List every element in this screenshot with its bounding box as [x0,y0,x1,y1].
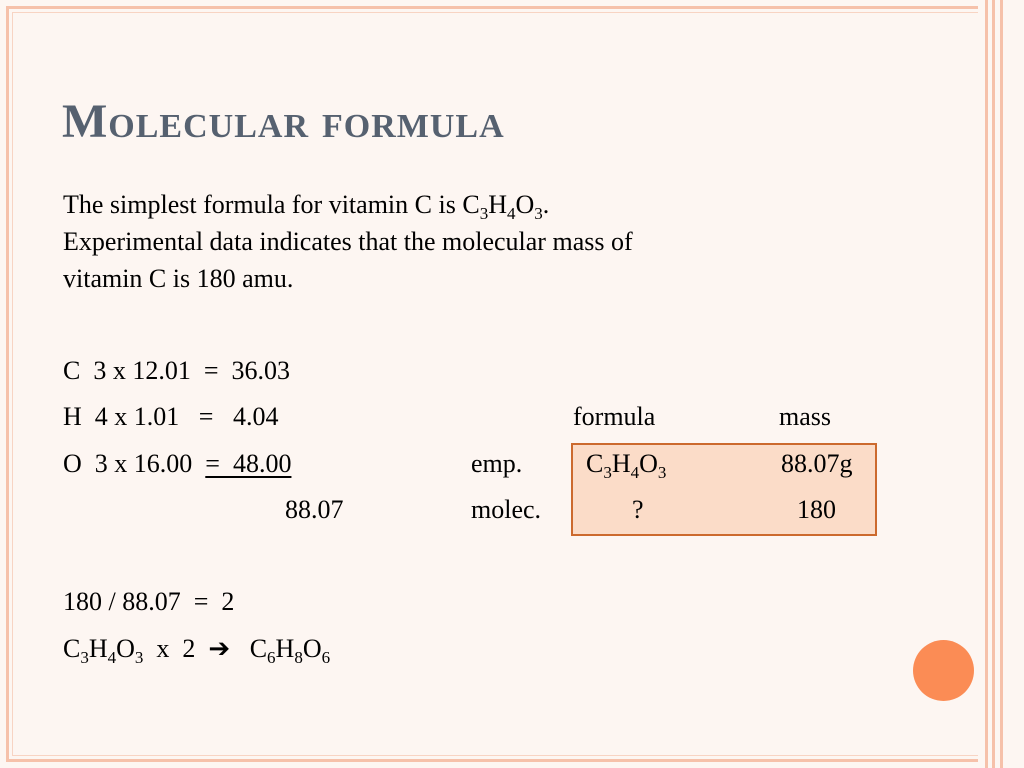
element-symbol: C [249,634,268,663]
intro-paragraph [63,186,923,297]
molec-formula-unknown: ? [632,495,644,524]
subscript: 3 [134,648,144,667]
element-symbol: H [275,634,295,663]
subscript: 6 [267,648,276,667]
accent-circle-decoration [913,640,974,701]
calc-row-oxygen-left: O 3 x 16.00 [63,449,206,478]
decorative-stripes [978,0,1024,768]
subscript: 3 [534,204,543,223]
subscript: 6 [321,648,331,667]
subscript: 8 [294,648,303,667]
calc-row-carbon: C 3 x 12.01 = 36.03 [63,356,291,385]
subscript: 3 [479,204,489,223]
calc-row-oxygen [63,449,291,479]
subscript: 3 [657,463,667,482]
intro-line1-text: The simplest formula for vitamin C is C [63,190,480,219]
subscript: 4 [506,204,516,223]
row-label-emp: emp. [471,449,523,478]
subscript: 4 [630,463,640,482]
element-symbol: C [586,449,604,478]
element-symbol: C [63,634,81,663]
header-mass: mass [779,402,831,431]
slide-title: Molecular formula [62,95,505,148]
emp-mass: 88.07g [781,449,853,478]
molecular-formula-result [63,634,331,667]
intro-line3: vitamin C is 180 amu. [63,264,294,293]
calc-row-oxygen-underlined: = 48.00 [205,449,292,478]
calc-total: 88.07 [285,495,344,524]
element-symbol: O [116,634,135,663]
subscript: 3 [603,463,612,482]
element-symbol: O [639,449,658,478]
element-symbol: O [515,190,535,219]
calc-row-hydrogen: H 4 x 1.01 = 4.04 [63,402,279,431]
subscript: 3 [80,648,89,667]
right-arrow-icon: ➔ [208,634,231,663]
intro-line2: Experimental data indicates that the molecular mass of [63,227,633,256]
subscript: 4 [107,648,117,667]
row-label-molec: molec. [471,495,542,524]
multiply-by-two: x 2 [156,634,196,663]
element-symbol: H [488,190,507,219]
header-formula: formula [573,402,656,431]
intro-line1-end: . [542,190,550,219]
element-symbol: O [302,634,322,663]
element-symbol: H [611,449,631,478]
molec-mass: 180 [797,495,836,524]
ratio-division: 180 / 88.07 = 2 [63,587,235,616]
element-symbol: H [88,634,108,663]
emp-formula [586,449,667,482]
